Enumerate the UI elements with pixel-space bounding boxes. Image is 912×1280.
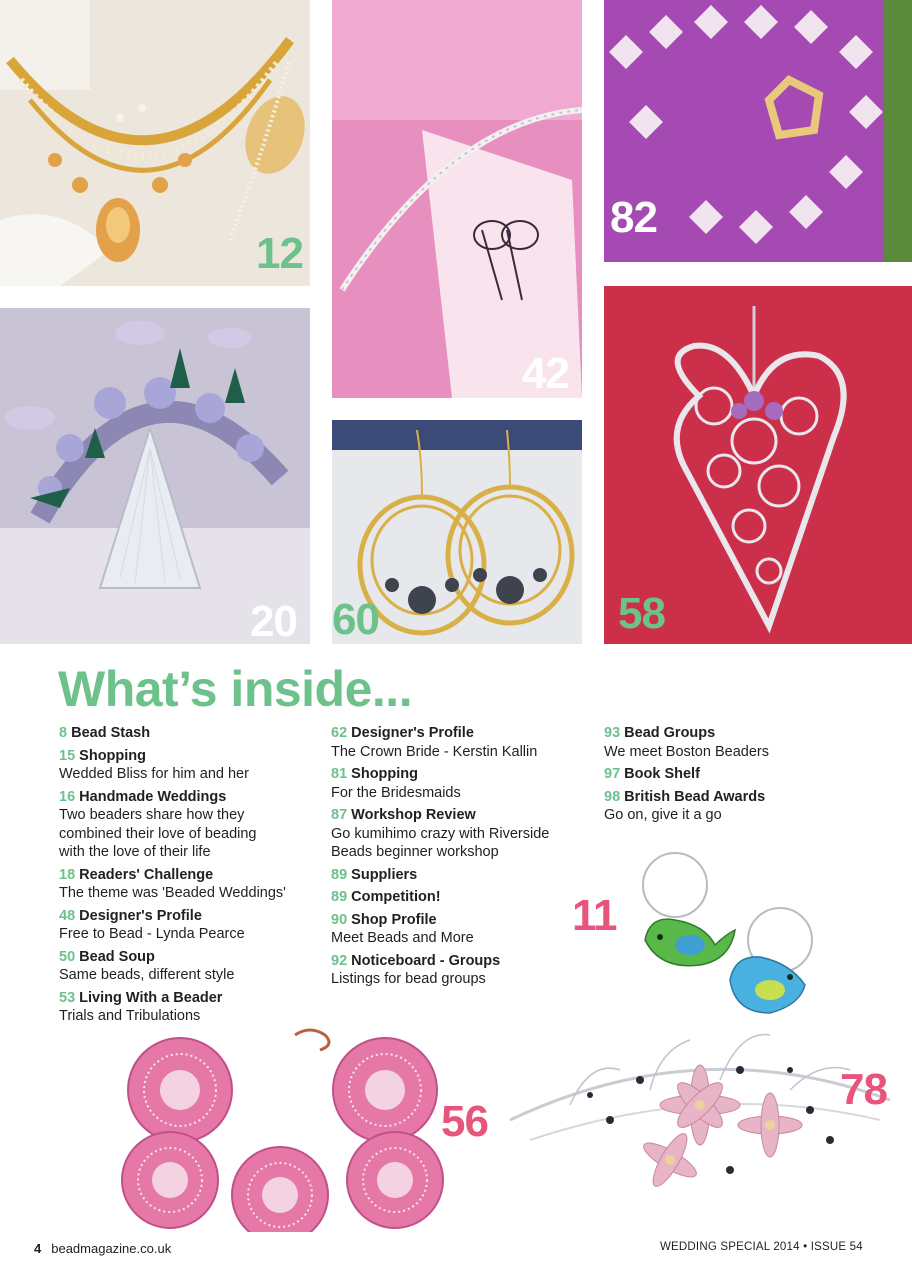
toc-column-2 bbox=[331, 724, 591, 993]
toc-entry[interactable] bbox=[59, 948, 319, 985]
toc-entry[interactable] bbox=[331, 724, 591, 761]
toc-description: Free to Bead - Lynda Pearce bbox=[59, 926, 245, 942]
toc-heading: Readers' Challenge bbox=[79, 866, 214, 883]
toc-entry[interactable] bbox=[604, 765, 864, 784]
flower-tiara-photo bbox=[490, 1010, 912, 1225]
necklace-photo bbox=[0, 0, 310, 286]
toc-page-number: 50 bbox=[59, 948, 76, 965]
toc-page-number: 90 bbox=[331, 911, 348, 928]
toc-column-1 bbox=[59, 724, 319, 1030]
toc-page-number: 98 bbox=[604, 788, 621, 805]
toc-description: Two beaders share how they bbox=[59, 807, 245, 823]
website-link[interactable]: beadmagazine.co.uk bbox=[51, 1241, 172, 1256]
page-number-badge: 82 bbox=[610, 193, 657, 242]
square-bead-necklace-photo bbox=[604, 0, 912, 262]
fairy-tiara-photo bbox=[0, 308, 310, 644]
toc-entry[interactable] bbox=[59, 788, 319, 862]
toc-description: Trials and Tribulations bbox=[59, 1008, 201, 1024]
page-number-badge: 78 bbox=[840, 1065, 887, 1114]
toc-entry[interactable] bbox=[331, 806, 591, 862]
toc-heading: Living With a Beader bbox=[79, 989, 223, 1006]
toc-heading: Handmade Weddings bbox=[79, 788, 227, 805]
toc-description: Go kumihimo crazy with Riverside bbox=[331, 825, 550, 842]
toc-heading: Competition! bbox=[351, 889, 441, 905]
toc-description: Same beads, different style bbox=[59, 967, 235, 983]
toc-column-3 bbox=[604, 724, 864, 829]
toc-entry[interactable] bbox=[59, 747, 319, 784]
toc-page-number: 87 bbox=[331, 807, 348, 823]
toc-heading: Bead Groups bbox=[624, 725, 716, 741]
toc-page-number: 97 bbox=[604, 766, 621, 782]
hoop-earrings-photo bbox=[332, 420, 582, 644]
toc-description: Beads beginner workshop bbox=[331, 844, 499, 860]
toc-page-number: 89 bbox=[331, 866, 348, 883]
toc-heading: Shop Profile bbox=[351, 911, 437, 928]
toc-entry[interactable] bbox=[331, 911, 591, 948]
page-number-badge: 58 bbox=[618, 589, 665, 638]
folio-page-number: 4 bbox=[34, 1241, 42, 1256]
toc-entry[interactable] bbox=[59, 866, 319, 903]
bird-charms-photo bbox=[630, 845, 830, 1025]
toc-heading: British Bead Awards bbox=[624, 788, 766, 805]
toc-page-number: 15 bbox=[59, 747, 76, 764]
toc-heading: Bead Stash bbox=[71, 725, 151, 741]
toc-entry[interactable] bbox=[331, 765, 591, 802]
footer-left bbox=[34, 1241, 171, 1256]
toc-heading: Shopping bbox=[79, 747, 147, 764]
toc-page-number: 92 bbox=[331, 952, 348, 969]
page-number-badge: 56 bbox=[441, 1097, 488, 1146]
toc-entry[interactable] bbox=[59, 724, 319, 743]
toc-description: The Crown Bride - Kerstin Kallin bbox=[331, 743, 538, 760]
toc-description: Meet Beads and More bbox=[331, 930, 474, 946]
toc-description: The theme was 'Beaded Weddings' bbox=[59, 885, 286, 901]
toc-entry[interactable] bbox=[331, 866, 591, 885]
toc-page-number: 18 bbox=[59, 866, 76, 883]
toc-page-number: 48 bbox=[59, 907, 76, 924]
toc-page-number: 93 bbox=[604, 725, 621, 741]
toc-description: combined their love of beading bbox=[59, 825, 257, 842]
toc-description: with the love of their life bbox=[59, 844, 211, 860]
toc-heading: Suppliers bbox=[351, 866, 418, 883]
toc-description: Wedded Bliss for him and her bbox=[59, 766, 249, 782]
toc-description: Go on, give it a go bbox=[604, 807, 722, 823]
toc-heading: Bead Soup bbox=[79, 948, 155, 965]
toc-page-number: 53 bbox=[59, 989, 76, 1006]
toc-entry[interactable] bbox=[331, 952, 591, 989]
page-title: What’s inside... bbox=[58, 661, 413, 717]
toc-entry[interactable] bbox=[604, 724, 864, 761]
heart-pendant-photo bbox=[604, 286, 912, 644]
pink-bracelet-photo bbox=[120, 1020, 450, 1232]
toc-page-number: 62 bbox=[331, 725, 348, 741]
toc-entry[interactable] bbox=[59, 907, 319, 944]
toc-page-number: 8 bbox=[59, 725, 68, 741]
page-number-badge: 20 bbox=[250, 597, 297, 644]
toc-entry[interactable] bbox=[331, 888, 591, 907]
toc-heading: Shopping bbox=[351, 766, 419, 782]
toc-heading: Workshop Review bbox=[351, 807, 476, 823]
toc-heading: Book Shelf bbox=[624, 766, 700, 782]
toc-heading: Designer's Profile bbox=[351, 725, 474, 741]
toc-heading: Noticeboard - Groups bbox=[351, 952, 501, 969]
toc-description: We meet Boston Beaders bbox=[604, 743, 769, 760]
tiara-card-photo bbox=[332, 0, 582, 398]
footer-issue: WEDDING SPECIAL 2014 • ISSUE 54 bbox=[660, 1241, 863, 1253]
page-number-badge: 42 bbox=[522, 349, 569, 398]
page-number-badge: 12 bbox=[256, 229, 303, 278]
toc-description: Listings for bead groups bbox=[331, 971, 486, 987]
page-number-badge: 11 bbox=[572, 891, 617, 940]
toc-page-number: 81 bbox=[331, 766, 348, 782]
toc-page-number: 16 bbox=[59, 788, 76, 805]
page-number-badge: 60 bbox=[332, 595, 379, 644]
toc-heading: Designer's Profile bbox=[79, 907, 202, 924]
toc-page-number: 89 bbox=[331, 889, 348, 905]
toc-entry[interactable] bbox=[604, 788, 864, 825]
toc-description: For the Bridesmaids bbox=[331, 784, 461, 801]
